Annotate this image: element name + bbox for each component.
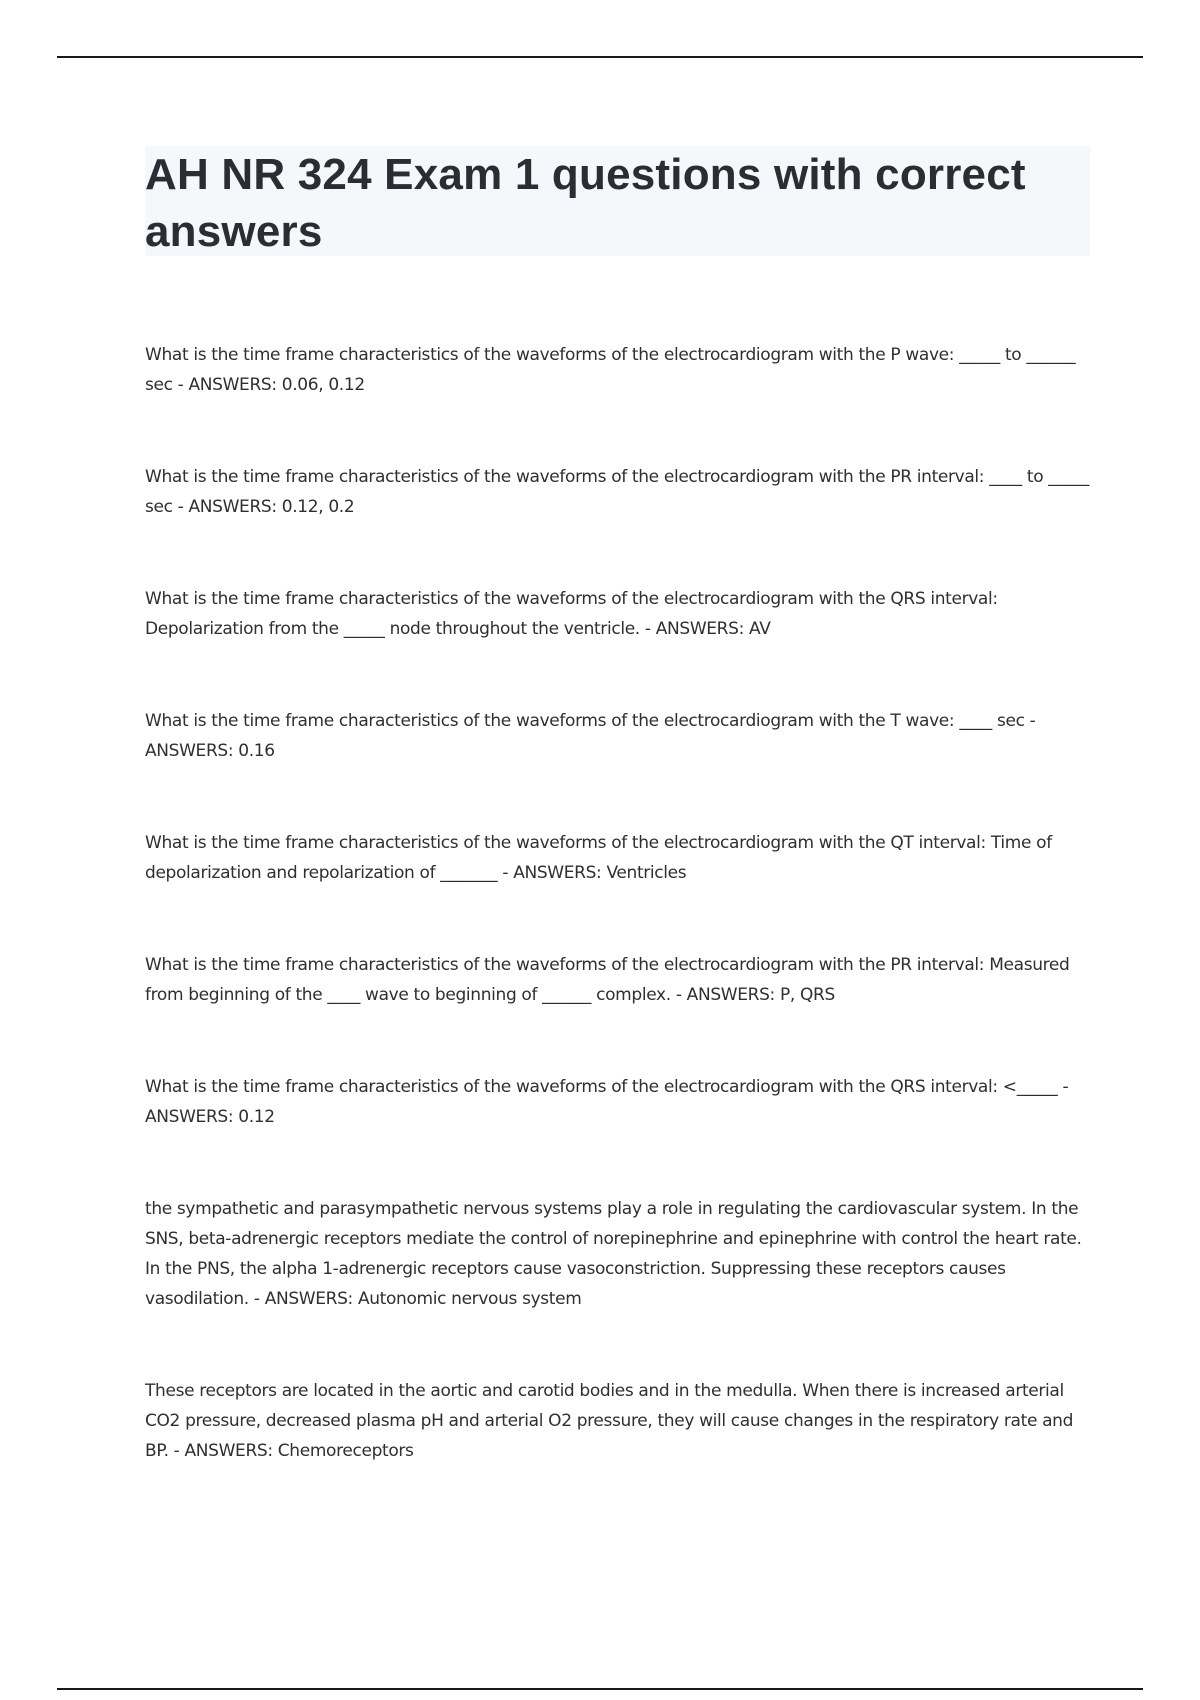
- question-item: What is the time frame characteristics of the waveforms of the electrocardiogram with the PR interval: Measured from beginning of the ____ wave to beginning of ______ complex. - ANSWERS: P, QRS: [145, 955, 1075, 1005]
- question-item: These receptors are located in the aortic and carotid bodies and in the medulla. When there is increased arterial CO2 pressure, decreased plasma pH and arterial O2 pressure, they will cause changes in the respiratory rate and BP. - ANSWERS: Chemoreceptors: [145, 1381, 1079, 1461]
- document-title: AH NR 324 Exam 1 questions with correct answers: [145, 150, 1026, 256]
- footer-divider: [57, 1688, 1143, 1690]
- title-block: [145, 146, 1090, 256]
- header-divider: [57, 56, 1143, 58]
- question-list: [145, 340, 1095, 1528]
- question-item: What is the time frame characteristics of the waveforms of the electrocardiogram with the T wave: ____ sec - ANSWERS: 0.16: [145, 711, 1041, 761]
- question-item: What is the time frame characteristics of the waveforms of the electrocardiogram with the QRS interval: <_____ - ANSWERS: 0.12: [145, 1077, 1074, 1127]
- question-item: What is the time frame characteristics of the waveforms of the electrocardiogram with the PR interval: ____ to _____ sec - ANSWERS: 0.12, 0.2: [145, 467, 1095, 517]
- question-item: What is the time frame characteristics of the waveforms of the electrocardiogram with the QT interval: Time of depolarization and repolarization of _______ - ANSWERS: Ventricles: [145, 833, 1057, 883]
- question-item: the sympathetic and parasympathetic nervous systems play a role in regulating the cardiovascular system. In the SNS, beta-adrenergic receptors mediate the control of norepinephrine and epinephrine with control the heart rate. In the PNS, the alpha 1-adrenergic receptors cause vasoconstriction. Suppressing these receptors causes vasodilation. - ANSWERS: Autonomic nervous system: [145, 1199, 1087, 1309]
- question-item: What is the time frame characteristics of the waveforms of the electrocardiogram with the QRS interval: Depolarization from the _____ node throughout the ventricle. - ANSWERS: AV: [145, 589, 1003, 639]
- question-item: What is the time frame characteristics of the waveforms of the electrocardiogram with the P wave: _____ to ______ sec - ANSWERS: 0.06, 0.12: [145, 345, 1081, 395]
